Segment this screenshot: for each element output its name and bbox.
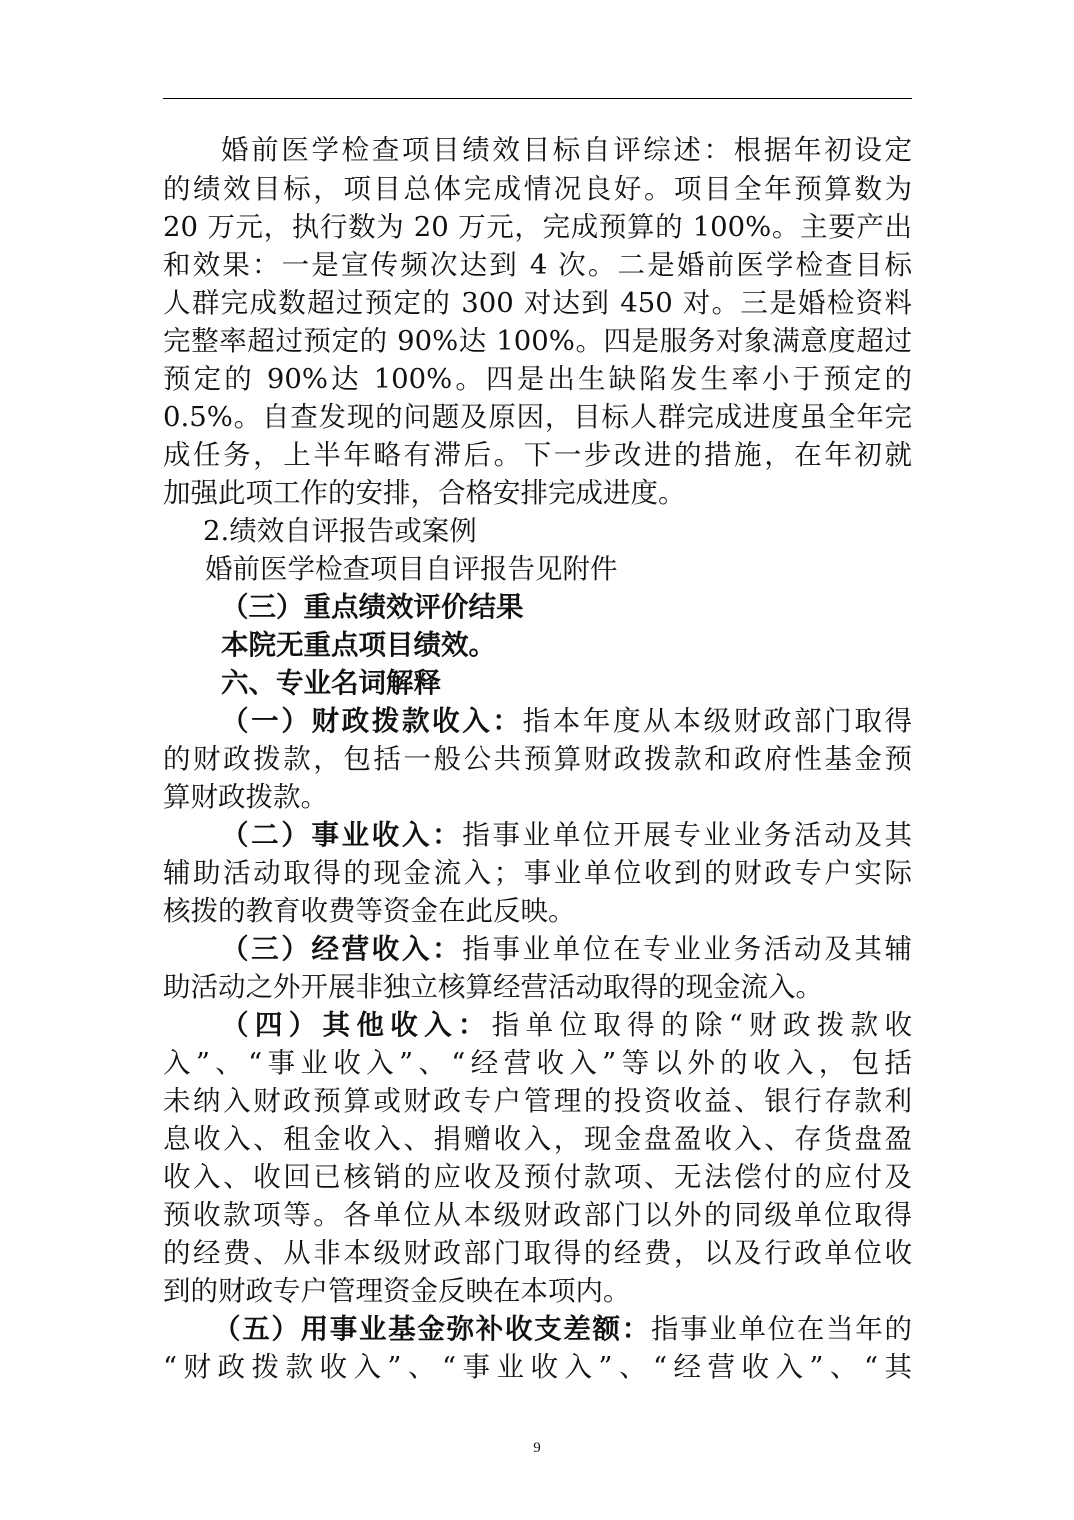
text-line <box>163 208 912 246</box>
line-text: 的经费、从非本级财政部门取得的经费，以及行政单位收 <box>163 1237 912 1269</box>
text-line <box>163 968 912 1006</box>
text-line <box>163 1272 912 1310</box>
text-line <box>163 398 912 436</box>
line-text: 指单位取得的除“财政拨款收 <box>491 1009 913 1041</box>
line-text: 的财政拨款，包括一般公共预算财政拨款和政府性基金预 <box>163 743 912 775</box>
text-line <box>221 131 912 169</box>
line-text: 助活动之外开展非独立核算经营活动取得的现金流入。 <box>163 971 823 1003</box>
text-line <box>163 1044 912 1082</box>
text-line <box>205 550 912 588</box>
line-text: 算财政拨款。 <box>163 781 328 813</box>
line-text: 指事业单位开展专业业务活动及其 <box>462 819 913 851</box>
line-text: 核拨的教育收费等资金在此反映。 <box>163 895 576 927</box>
line-text: 2.绩效自评报告或案例 <box>203 515 477 547</box>
line-text: 人群完成数超过预定的 300 对达到 450 对。三是婚检资料 <box>163 287 912 319</box>
text-line <box>221 588 912 626</box>
line-text: 收入、收回已核销的应收及预付款项、无法偿付的应付及 <box>163 1161 912 1193</box>
text-line <box>163 1120 912 1158</box>
line-text: 指事业单位在专业业务活动及其辅 <box>462 933 913 965</box>
line-text: 婚前医学检查项目绩效目标自评综述：根据年初设定 <box>221 134 912 166</box>
line-text: 预定的 90%达 100%。四是出生缺陷发生率小于预定的 <box>163 363 912 395</box>
page-number: 9 <box>533 1440 541 1456</box>
line-text: “财政拨款收入”、“事业收入”、“经营收入”、“其 <box>163 1351 912 1383</box>
line-text: 未纳入财政预算或财政专户管理的投资收益、银行存款利 <box>163 1085 912 1117</box>
line-text: 完整率超过预定的 90%达 100%。四是服务对象满意度超过 <box>163 325 912 357</box>
text-line <box>163 474 912 512</box>
text-line <box>221 930 912 968</box>
text-line <box>163 1234 912 1272</box>
text-line <box>163 740 912 778</box>
header-rule <box>163 98 912 99</box>
line-text: 20 万元，执行数为 20 万元，完成预算的 100%。主要产出 <box>163 211 912 243</box>
line-text: 预收款项等。各单位从本级财政部门以外的同级单位取得 <box>163 1199 912 1231</box>
text-line <box>163 854 912 892</box>
text-line <box>213 1310 912 1348</box>
text-line <box>221 702 912 740</box>
text-line <box>163 1082 912 1120</box>
bold-heading: 本院无重点项目绩效。 <box>221 629 496 661</box>
line-text: 息收入、租金收入、捐赠收入，现金盘盈收入、存货盘盈 <box>163 1123 912 1155</box>
line-text: 0.5%。自查发现的问题及原因，目标人群完成进度虽全年完 <box>163 401 912 433</box>
line-text: 指本年度从本级财政部门取得 <box>522 705 913 737</box>
bold-heading: （三）重点绩效评价结果 <box>221 591 524 623</box>
bold-heading: 六、专业名词解释 <box>221 667 441 699</box>
text-line <box>163 892 912 930</box>
text-line <box>163 1196 912 1234</box>
line-text: 和效果：一是宣传频次达到 4 次。二是婚前医学检查目标 <box>163 249 912 281</box>
text-line <box>221 664 912 702</box>
text-line <box>163 246 912 284</box>
line-text: 入”、“事业收入”、“经营收入”等以外的收入，包括 <box>163 1047 912 1079</box>
text-line <box>163 1348 912 1386</box>
line-text: 婚前医学检查项目自评报告见附件 <box>205 553 618 585</box>
bold-heading: （一）财政拨款收入： <box>221 705 523 737</box>
bold-heading: （四）其他收入： <box>221 1009 492 1041</box>
line-text: 的绩效目标，项目总体完成情况良好。项目全年预算数为 <box>163 173 912 205</box>
text-line <box>163 436 912 474</box>
text-line <box>203 512 912 550</box>
bold-heading: （二）事业收入： <box>221 819 463 851</box>
line-text: 指事业单位在当年的 <box>650 1313 913 1345</box>
line-text: 到的财政专户管理资金反映在本项内。 <box>163 1275 631 1307</box>
text-line <box>221 1006 912 1044</box>
line-text: 辅助活动取得的现金流入；事业单位收到的财政专户实际 <box>163 857 912 889</box>
text-line <box>221 816 912 854</box>
text-line <box>163 1158 912 1196</box>
line-text: 成任务，上半年略有滞后。下一步改进的措施，在年初就 <box>163 439 912 471</box>
text-line <box>163 322 912 360</box>
bold-heading: （三）经营收入： <box>221 933 463 965</box>
text-line <box>163 284 912 322</box>
text-line <box>163 778 912 816</box>
text-line <box>163 360 912 398</box>
line-text: 加强此项工作的安排，合格安排完成进度。 <box>163 477 686 509</box>
text-line <box>221 626 912 664</box>
text-line <box>163 170 912 208</box>
bold-heading: （五）用事业基金弥补收支差额： <box>213 1313 651 1345</box>
